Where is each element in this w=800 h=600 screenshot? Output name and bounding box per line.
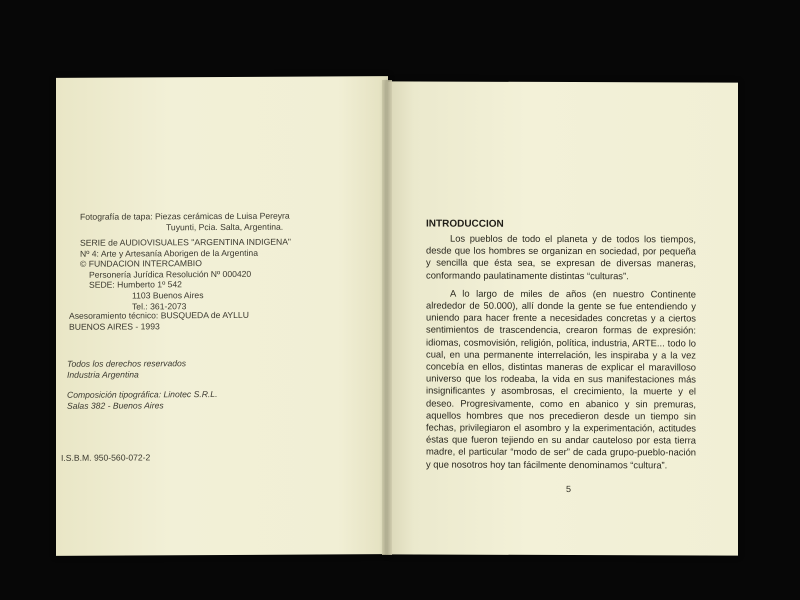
intro-body [426, 233, 696, 478]
paragraph: A lo largo de miles de años (en nuestro Continente alrededor de 50.000), allí donde la gente se fue entendiendo y uniendo para hacer frente a necesidades concretas y a ciertos sentimientos de trascendencia, crearon formas de expresión: idiomas, cosmovisión, religión, política, industria, ARTE... todo lo cual, en una permanente interrelación, les inspiraba y a la vez concebía en ellos, distintas maneras de explicar el maravilloso universo que los rodeaba, la vida en sus manifestaciones más insignificantes y asombrosas, el crecimiento, la muerte y el deseo. Progresivamente, como en abanico y sin premuras, aquellos hombres que nos precedieron desde un tiempo sin fechas, privilegiaron el asombro y la experimentación, actitudes éstas que fueron tejiendo en su andar cauteloso por esta tierra madre, el particular “modo de ser” de cada grupo-pueblo-nación y que nosotros hoy tan fácilmente denominamos “cultura”. [426, 287, 696, 471]
series-info [80, 237, 291, 312]
series-line-5: SEDE: Humberto 1º 542 [89, 279, 182, 291]
cover-credit-line-2: Tuyunti, Pcia. Salta, Argentina. [166, 221, 284, 232]
paragraph: Los pueblos de todo el planeta y de todos los tiempos, desde que los hombres se organizan en sociedad, por pequeña y sencilla que ésta sea, se expresan de diversas maneras, conformando paulatinamente distintas “culturas”. [426, 232, 696, 281]
booklet-spine [382, 80, 392, 555]
right-page [386, 81, 738, 555]
series-line-1: SERIE de AUDIOVISUALES "ARGENTINA INDIGENA" [80, 236, 291, 248]
series-line-7: Tel.: 361-2073 [132, 300, 187, 312]
cover-credit-line-1: Fotografía de tapa: Piezas cerámicas de Luisa Pereyra [80, 210, 290, 222]
advice-line-2: BUENOS AIRES - 1993 [69, 320, 160, 332]
advice-line-1: Asesoramiento técnico: BUSQUEDA de AYLLU [69, 309, 249, 321]
isbn: I.S.B.M. 950-560-072-2 [61, 452, 151, 463]
rights-notice [67, 358, 186, 380]
section-title: INTRODUCCION [426, 218, 504, 230]
series-line-6: 1103 Buenos Aires [132, 290, 204, 301]
composition-line-2: Salas 382 - Buenos Aires [67, 399, 164, 411]
technical-advice [69, 310, 249, 332]
rights-line-1: Todos los derechos reservados [67, 358, 187, 369]
series-line-2: Nº 4: Arte y Artesanía Aborigen de la Argentina [80, 247, 258, 259]
typesetting-credit [67, 389, 217, 411]
page-number: 5 [566, 484, 572, 495]
left-page [56, 76, 388, 556]
rights-line-2: Industria Argentina [67, 369, 139, 380]
series-line-3: © FUNDACION INTERCAMBIO [80, 258, 202, 269]
cover-photo-credit [80, 211, 290, 233]
composition-line-1: Composición tipográfica: Linotec S.R.L. [67, 389, 218, 400]
series-line-4: Personería Jurídica Resolución Nº 000420 [89, 268, 252, 280]
